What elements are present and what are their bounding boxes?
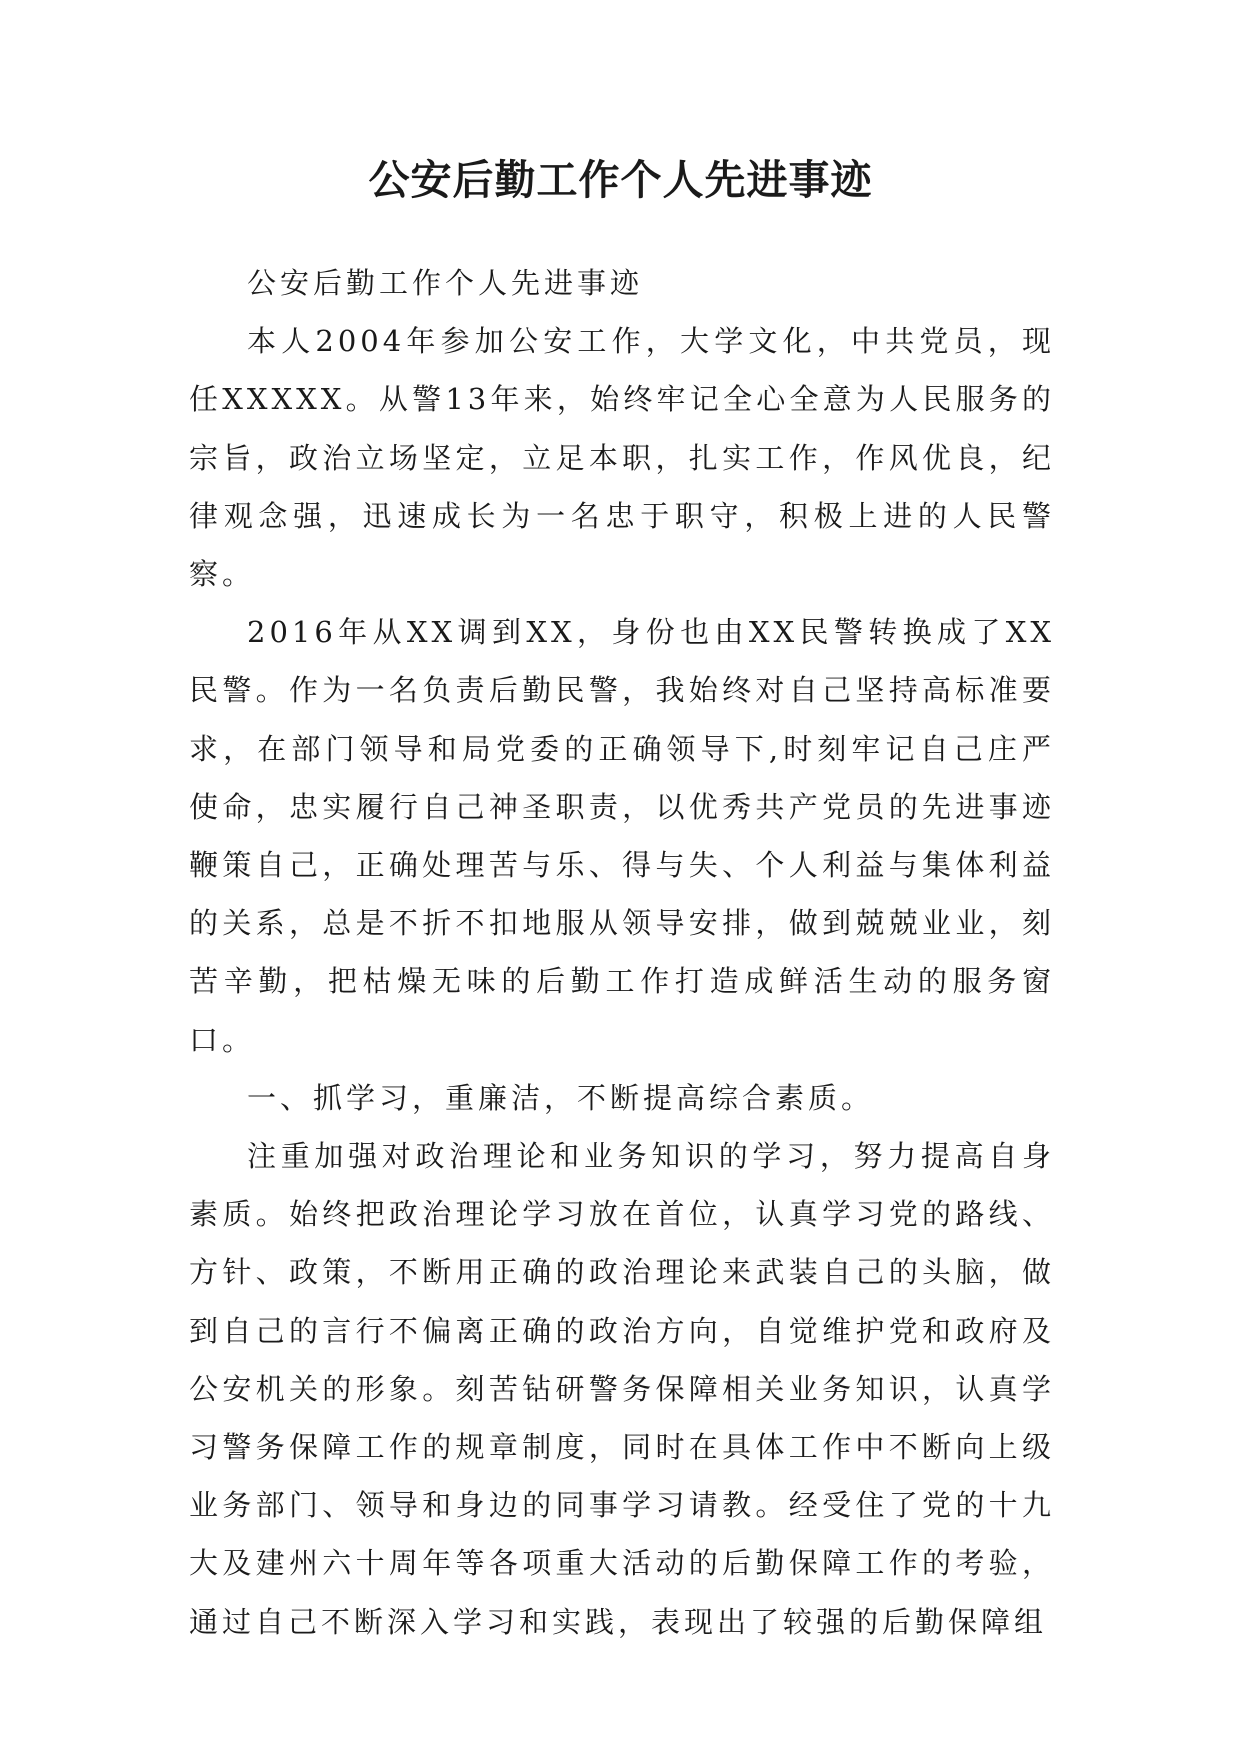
section-heading-1: 一、抓学习，重廉洁，不断提高综合素质。: [247, 1080, 875, 1115]
paragraph-intro: 本人2004年参加公安工作，大学文化，中共党员，现任XXXXX。从警13年来，始终牢记全心全意为人民服务的宗旨，政治立场坚定，立足本职，扎实工作，作风优良，纪律观念强，迅速成长为一名忠于职守，积极上进的人民警察。: [189, 324, 1055, 592]
document-body: [189, 254, 1055, 1651]
paragraph-transfer: 2016年从XX调到XX，身份也由XX民警转换成了XX民警。作为一名负责后勤民警，我始终对自己坚持高标准要求，在部门领导和局党委的正确领导下,时刻牢记自己庄严使命，忠实履行自己神圣职责，以优秀共产党员的先进事迹鞭策自己，正确处理苦与乐、得与失、个人利益与集体利益的关系，总是不折不扣地服从领导安排，做到兢兢业业，刻苦辛勤，把枯燥无味的后勤工作打造成鲜活生动的服务窗口。: [189, 615, 1055, 1057]
paragraph-study: 注重加强对政治理论和业务知识的学习，努力提高自身素质。始终把政治理论学习放在首位，认真学习党的路线、方针、政策，不断用正确的政治理论来武装自己的头脑，做到自己的言行不偏离正确的政治方向，自觉维护党和政府及公安机关的形象。刻苦钻研警务保障相关业务知识，认真学习警务保障工作的规章制度，同时在具体工作中不断向上级业务部门、领导和身边的同事学习请教。经受住了党的十九大及建州六十周年等各项重大活动的后勤保障工作的考验，通过自己不断深入学习和实践，表现出了较强的后勤保障组: [189, 1139, 1055, 1639]
document-title: 公安后勤工作个人先进事迹: [368, 156, 873, 204]
paragraph-subtitle: 公安后勤工作个人先进事迹: [247, 266, 644, 300]
